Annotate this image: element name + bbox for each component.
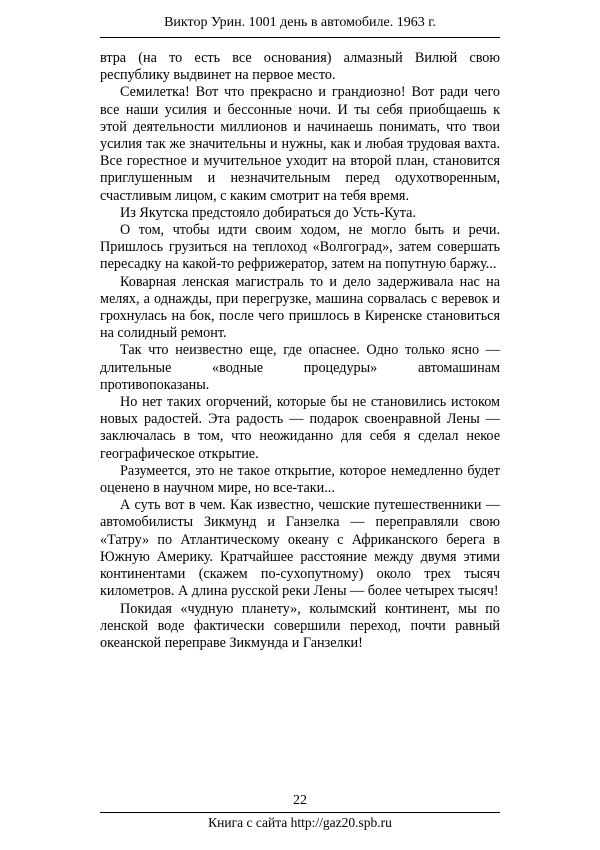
footer-divider [100, 812, 500, 813]
paragraph-3: Из Якутска предстояло добираться до Усть-Кута. [120, 204, 417, 221]
page-number: 22 [293, 793, 307, 808]
paragraph-7: Но нет таких огорчений, которые бы не становились истоком новых радостей. Эта радость — подарок своенравной Лены — заключалась в том, что неожиданно для себя я сделал некое географическое открытие. [100, 394, 500, 462]
paragraph-1: втра (на то есть все основания) алмазный Вилюй свою республику выдвинет на первое место. [100, 50, 500, 84]
header-divider [100, 37, 500, 38]
footer-source: Книга с сайта http://gaz20.spb.ru [208, 815, 392, 830]
running-header: Виктор Урин. 1001 день в автомобиле. 1963 г. [164, 15, 436, 30]
paragraph-8: Разумеется, это не такое открытие, которое немедленно будет оценено в научном мире, но все-таки... [100, 462, 500, 497]
paragraph-6: Так что неизвестно еще, где опаснее. Одно только ясно — длительные «водные процедуры» автомашинам противопоказаны. [100, 342, 500, 393]
page-body [100, 50, 500, 652]
paragraph-2: Семилетка! Вот что прекрасно и грандиозно! Вот ради чего все наши усилия и бессонные ночи. И ты себя приобщаешь к этой деятельности миллионов и начинаешь понимать, что твои усилия так же значительны и нужны, как и любая трудовая вахта. Все горестное и мучительное уходит на второй план, становится приглушенным и незначительным перед одухотворенным, счастливым лицом, с каким смотрит на тебя время. [100, 84, 500, 204]
paragraph-5: Коварная ленская магистраль то и дело задерживала нас на мелях, а однажды, при перегрузке, машина сорвалась с веревок и грохнулась на бок, после чего пришлось в Киренске становиться на солидный ремонт. [100, 273, 500, 342]
paragraph-4: О том, чтобы идти своим ходом, не могло быть и речи. Пришлось грузиться на теплоход «Волгоград», затем совершать пересадку на какой-то рефрижератор, затем на попутную баржу... [100, 222, 500, 273]
paragraph-10: Покидая «чудную планету», колымский континент, мы по ленской воде фактически совершили переход, почти равный океанской переправе Зикмунда и Ганзелки! [100, 600, 500, 651]
paragraph-9: А суть вот в чем. Как известно, чешские путешественники — автомобилисты Зикмунд и Ганзелка — переправляли свою «Татру» по Атлантическому океану с Африканского берега в Южную Америку. Кратчайшее расстояние между двумя этими континентами (скажем по-сухопутному) около трех тысяч километров. А длина русской реки Лены — более четырех тысяч! [100, 497, 500, 600]
